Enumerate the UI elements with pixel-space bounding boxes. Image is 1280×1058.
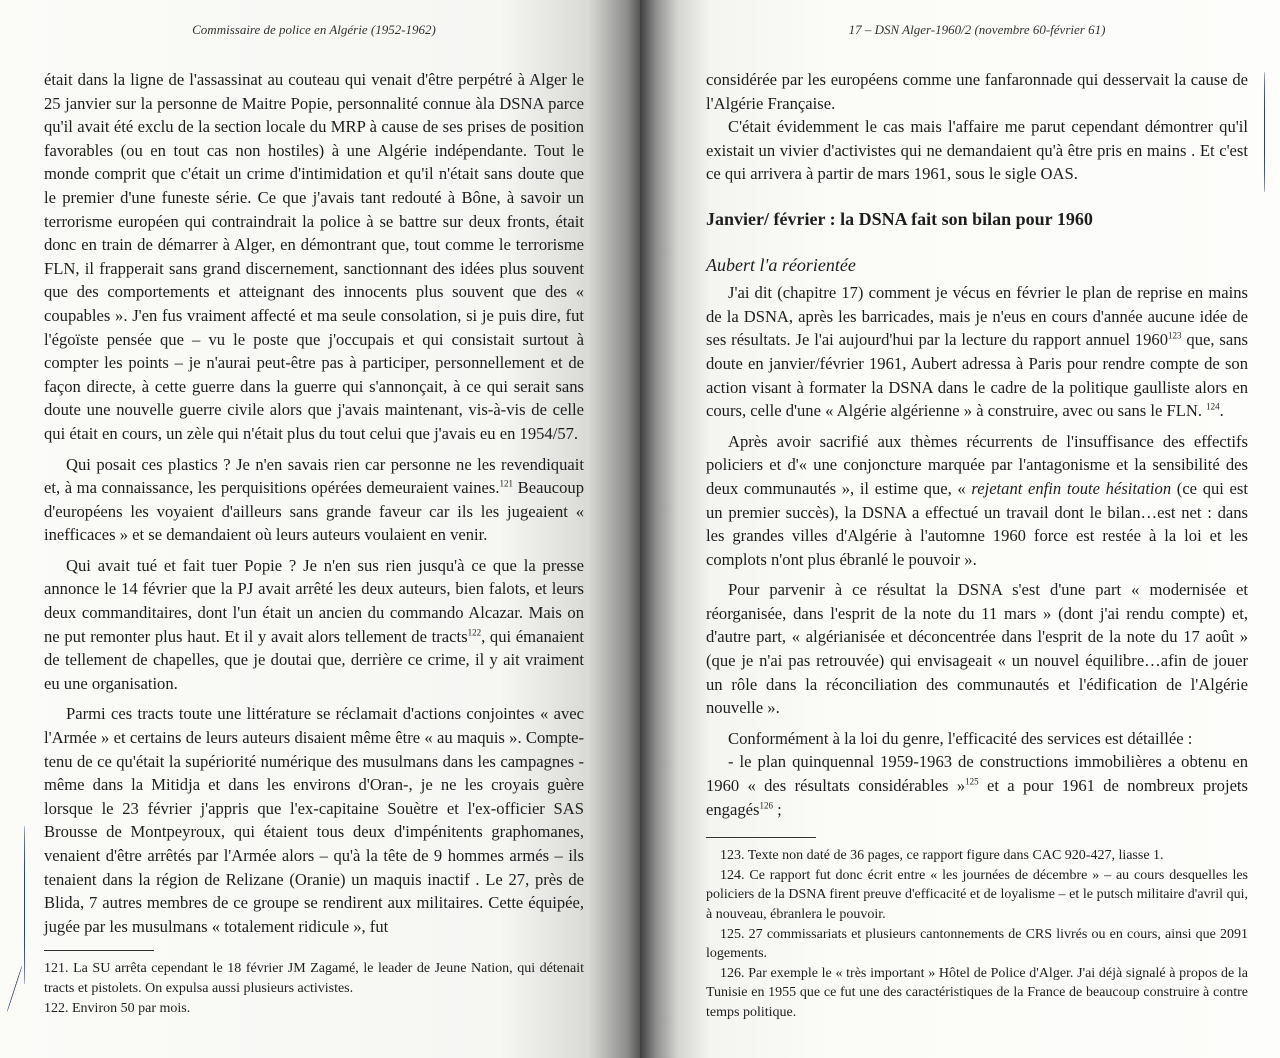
running-head-left: Commissaire de police en Algérie (1952-1962)	[192, 22, 436, 37]
paragraph: J'ai dit (chapitre 17) comment je vécus en février le plan de reprise en mains de la DSNA, après les barricades, mais je n'eus en cours d'année aucune idée de ses résultats. Je l'ai aujourd'hui par la lecture du rapport annuel 1960$^{123}$ que, sans doute en janvier/février 1961, Aubert adressa à Paris pour rendre compte de son action visant à formater la DSNA dans le cadre de la politique gaulliste alors en cours, celle d'une « Algérie algérienne » à construire, avec ou sans le FLN. $^{124}$.	[706, 283, 1248, 421]
handwritten-margin-stroke	[7, 966, 23, 1012]
footnote-divider	[706, 837, 816, 838]
footnote: 122. Environ 50 par mois.	[44, 1000, 191, 1016]
paragraph: était dans la ligne de l'assassinat au couteau qui venait d'être perpétré à Alger le 25 janvier sur la personne de Maitre Popie, personnalité connue àla DSNA parce qu'il avait été exclu de la section locale du MRP à cause de ses prises de position favorables (ou en tout cas non hostiles) à une Algérie indépendante. Tout le monde comprit que c'était un crime d'intimidation et qu'il n'était sans doute que le premier d'une funeste série. Ce que j'avais tant redouté à Bône, à savoir un terrorisme européen qui contraindrait la police à se battre sur deux fronts, était donc en train de démarrer à Alger, en démontrant que, tout comme le terrorisme FLN, il frapperait sans grand discernement, sanctionnant des idées plus souvent que des comportements et atteignant des innocents plus souvent que des « coupables ». J'en fus vraiment affecté et ma seule consolation, si je puis dire, fut l'égoïste pensée que – vu le poste que j'occupais et qui consistait surtout à compter les points – je n'aurai peut-être pas à participer, personnellement et de façon directe, à cette guerre dans la guerre qui s'annonçait, à ce qui serait sans doute une nouvelle guerre civile alors que j'avais maintenant, vis-à-vis de celle qui était en cours, un zèle qui n'était plus du tout celui que j'avais eu en 1954/57.	[44, 70, 584, 443]
sub-heading: Aubert l'a réorientée	[706, 254, 856, 275]
footnote-ref: 121	[499, 478, 514, 489]
running-head-right: 17 – DSN Alger-1960/2 (novembre 60-février 61)	[848, 22, 1106, 37]
handwritten-margin-bracket	[1264, 72, 1265, 192]
left-body	[44, 68, 584, 938]
right-footnotes	[706, 846, 1248, 1022]
paragraph: C'était évidemment le cas mais l'affaire me parut cependant démontrer qu'il existait un vivier d'activistes qui ne demandaient qu'à être pris en mains . Et c'est ce qui arrivera à partir de mars 1961, sous le sigle OAS.	[706, 117, 1248, 184]
paragraph: Parmi ces tracts toute une littérature se réclamait d'actions conjointes « avec l'Armée » et certains de leurs auteurs disaient même être « au maquis ». Compte-tenu de ce qu'était la supériorité numérique des musulmans dans les campagnes - même dans la Mitidja et dans les environs d'Oran-, je ne les croyais guère lorsque le 23 février j'appris que l'ex-capitaine Souètre et l'ex-officier SAS Brousse de Montpeyroux, qui étaient tous deux d'impénitents graphomanes, venaient d'être arrêtés par l'Armée alors – qu'à la tête de 9 hommes armés – ils tenaient dans la région de Relizane (Oranie) un maquis inactif . Le 27, près de Blida, 7 autres membres de ce groupe se rendirent aux militaires. Cette équipée, jugée par les musulmans « totalement ridicule », fut	[44, 704, 584, 936]
paragraph: considérée par les européens comme une fanfaronnade qui desservait la cause de l'Algérie Française.	[706, 70, 1248, 113]
paragraph: Conformément à la loi du genre, l'efficacité des services est détaillée :	[728, 728, 1193, 748]
right-page	[640, 0, 1280, 1058]
paragraph: Qui posait ces plastics ? Je n'en savais rien car personne ne les revendiquait et, à ma connaissance, les perquisitions opérées demeuraient vaines.$^{121}$ Beaucoup d'européens les voyaient d'ailleurs sans grande faveur car ils les jugeaient « inefficaces » et se demandaient où leurs auteurs voulaient en venir.	[44, 454, 584, 545]
footnote: 126. Par exemple le « très important » Hôtel de Police d'Alger. J'ai déjà signalé à propos de la Tunisie en 1955 que ce fut une des caractéristiques de la France de beaucoup construire à contre temps politique.	[706, 965, 1248, 1020]
paragraph: - le plan quinquennal 1959-1963 de constructions immobilières a obtenu en 1960 « des résultats considérables »$^{125}$ et a pour 1961 de nombreux projets engagés$^{126}$ ;	[706, 752, 1248, 819]
handwritten-margin-bracket	[24, 826, 25, 984]
footnote: 124. Ce rapport fut donc écrit entre « les journées de décembre » – au cours desquelles les policiers de la DSNA firent preuve d'efficacité et de loyalisme – et le putsch militaire d'avril qui, à nouveau, ébranlera le pouvoir.	[706, 867, 1248, 922]
paragraph: Après avoir sacrifié aux thèmes récurrents de l'insuffisance des effectifs policiers et d'« une conjoncture marquée par l'antagonisme et la sensibilité des deux communautés », il estime que, « rejetant enfin toute hésitation (ce qui est un premier succès), la DSNA a effectué un travail dont le bilan…est net : dans les grandes villes d'Algérie à l'automne 1960 force est restée à la loi et les complots n'ont plus ébranlé le pouvoir ».	[706, 431, 1248, 569]
paragraph: Qui avait tué et fait tuer Popie ? Je n'en sus rien jusqu'à ce que la presse annonce le 14 février que la PJ avait arrêté les deux auteurs, bien falots, et leurs deux commanditaires, dont l'un était un ancien du commando Alcazar. Mais on ne put remonter plus haut. Et il y avait alors tellement de tracts$^{122}$, qui émanaient de tellement de chapelles, que je doutai que, derrière ce crime, il y ait vraiment eu une organisation.	[44, 555, 584, 693]
footnote: 123. Texte non daté de 36 pages, ce rapport figure dans CAC 920-427, liasse 1.	[720, 848, 1164, 864]
footnote-ref: 123	[1168, 330, 1182, 341]
footnote-ref: 124	[1206, 401, 1220, 412]
footnote: 121. La SU arrêta cependant le 18 février JM Zagamé, le leader de Jeune Nation, qui détenait tracts et pistolets. On expulsa aussi plusieurs activistes.	[44, 961, 584, 996]
right-body	[706, 68, 1248, 821]
footnote-divider	[44, 950, 154, 951]
paragraph: Pour parvenir à ce résultat la DSNA s'est d'une part « modernisée et réorganisée, dans l'esprit de la note du 11 mars » (dont j'ai rendu compte) et, d'autre part, « algérianisée et déconcentrée dans l'esprit de la note du 17 août » (que je n'ai pas retrouvée) qui envisageait « un nouvel équilibre…afin de jouer un rôle dans la réconciliation des communautés et l'édification de l'Algérie nouvelle ».	[706, 580, 1248, 718]
footnote-ref: 126	[759, 800, 773, 811]
section-heading: Janvier/ février : la DSNA fait son bilan pour 1960	[706, 208, 1093, 229]
footnote-ref: 125	[965, 776, 979, 787]
footnote: 125. 27 commissariats et plusieurs cantonnements de CRS livrés ou en cours, ainsi que 2091 logements.	[706, 926, 1248, 962]
left-footnotes	[44, 959, 584, 1018]
footnote-ref: 122	[467, 627, 482, 638]
